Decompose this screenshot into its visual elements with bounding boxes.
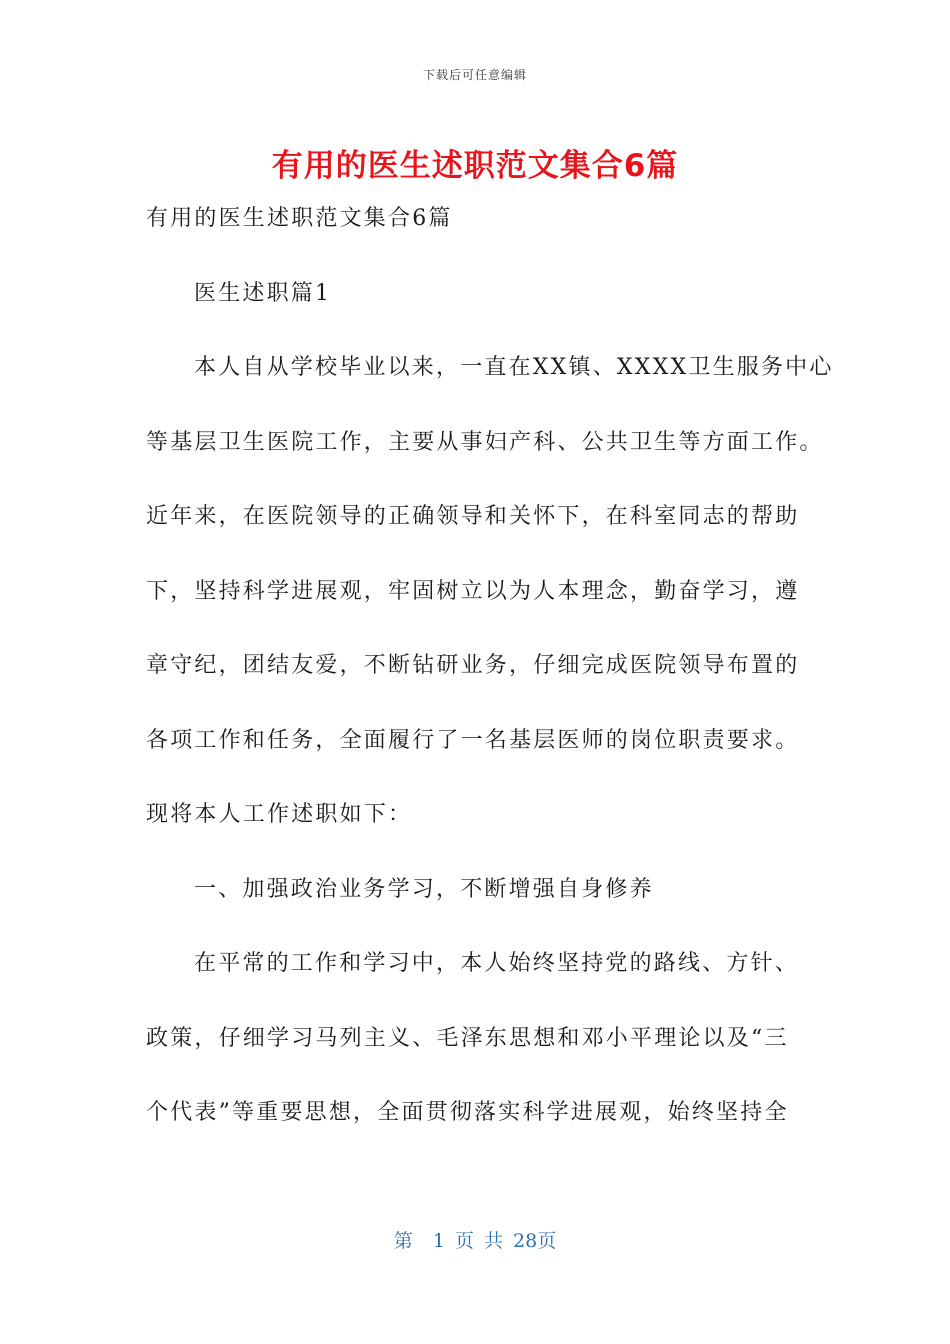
page-number: 第 1 页 共 28页: [393, 1230, 557, 1252]
paragraph-line: 个代表”等重要思想，全面贯彻落实科学进展观，始终坚持全: [146, 1100, 789, 1125]
document-title: 有用的医生述职范文集合6篇: [271, 148, 679, 184]
paragraph-line: 下，坚持科学进展观，牢固树立以为人本理念，勤奋学习，遵: [146, 578, 800, 604]
subtitle-line: 有用的医生述职范文集合6篇: [146, 206, 453, 231]
paragraph-line: 章守纪，团结友爱，不断钻研业务，仔细完成医院领导布置的: [146, 653, 800, 678]
section-heading: 医生述职篇1: [194, 280, 332, 306]
section-heading: 一、加强政治业务学习，不断增强自身修养: [194, 876, 654, 902]
paragraph-line: 等基层卫生医院工作，主要从事妇产科、公共卫生等方面工作。: [146, 429, 824, 455]
paragraph-line: 本人自从学校毕业以来，一直在XX镇、XXXX卫生服务中心: [194, 355, 834, 380]
paragraph-line: 现将本人工作述职如下：: [146, 802, 413, 827]
paragraph-line: 各项工作和任务，全面履行了一名基层医师的岗位职责要求。: [146, 727, 800, 753]
paragraph-line: 政策，仔细学习马列主义、毛泽东思想和邓小平理论以及“三: [146, 1025, 789, 1051]
paragraph-line: 在平常的工作和学习中，本人始终坚持党的路线、方针、: [194, 951, 800, 976]
document-body: [146, 196, 834, 1165]
header-note: 下载后可任意编辑: [422, 68, 527, 82]
paragraph-line: 近年来，在医院领导的正确领导和关怀下，在科室同志的帮助: [146, 504, 800, 529]
